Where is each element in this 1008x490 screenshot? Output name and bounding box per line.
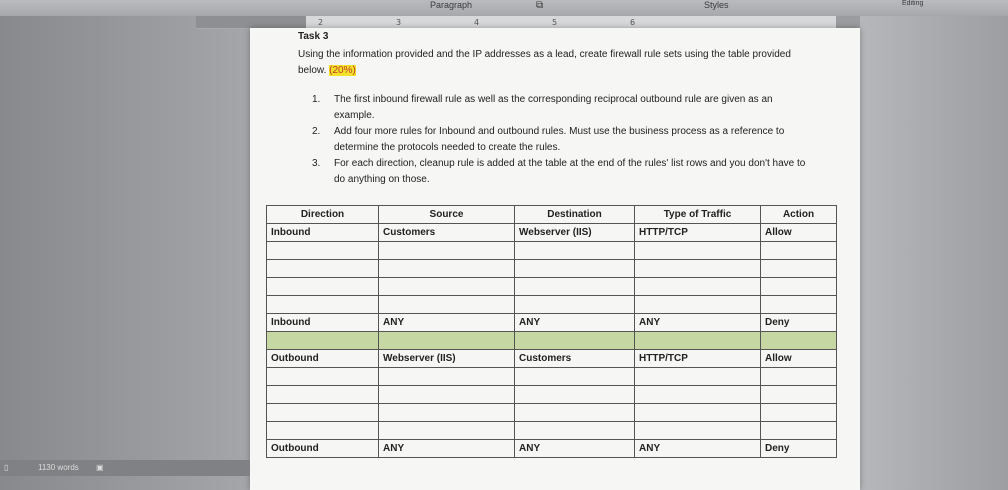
table-cell[interactable]: Deny [761,314,837,332]
list-text: For each direction, cleanup rule is added at the table at the end of the rules' list rows and you don't have to do anything on those. [334,158,806,185]
task-title: Task 3 [298,31,329,42]
table-cell[interactable] [379,242,515,260]
table-cell[interactable]: HTTP/TCP [635,224,761,242]
table-cell[interactable] [267,296,379,314]
table-row[interactable] [267,296,837,314]
table-cell[interactable] [267,404,379,422]
list-text: The first inbound firewall rule as well as the corresponding reciprocal outbound rule are given as an example. [334,94,773,121]
table-row[interactable] [267,260,837,278]
left-workspace [0,16,250,490]
table-cell[interactable] [635,386,761,404]
table-cell[interactable]: Allow [761,224,837,242]
table-cell[interactable] [635,242,761,260]
table-row[interactable] [267,242,837,260]
table-cell[interactable]: Inbound [267,224,379,242]
list-item [312,124,812,156]
paragraph-dialog-launcher-icon[interactable]: ⧉ [536,0,544,11]
table-cell[interactable] [635,368,761,386]
ribbon-bar [0,0,1008,16]
instruction-list [312,92,812,188]
ruler-tick: 6 [630,18,636,27]
table-cell[interactable] [515,386,635,404]
ruler-tick: 5 [552,18,558,27]
table-cell[interactable]: Webserver (IIS) [379,350,515,368]
list-text: Add four more rules for Inbound and outbound rules. Must use the business process as a reference to determine the protocols needed to create the rules. [334,126,785,153]
table-cell[interactable]: ANY [379,314,515,332]
table-cell[interactable] [635,296,761,314]
table-cell[interactable]: Customers [515,350,635,368]
firewall-rules-table[interactable] [266,205,837,458]
table-cell[interactable] [635,260,761,278]
table-cell[interactable]: Deny [761,440,837,458]
table-cell[interactable]: Outbound [267,440,379,458]
table-cell[interactable] [267,278,379,296]
word-count[interactable]: 1130 words [38,463,79,472]
table-row[interactable] [267,350,837,368]
table-row[interactable] [267,422,837,440]
table-cell[interactable] [379,386,515,404]
ruler-tick: 3 [396,18,402,27]
table-cell[interactable] [761,404,837,422]
table-cell[interactable] [515,368,635,386]
header-action: Action [761,206,837,224]
table-cell[interactable] [379,368,515,386]
intro-percent: (20%) [329,65,356,76]
table-cell[interactable] [635,332,761,350]
ruler-tick: 4 [474,18,480,27]
table-cell[interactable]: Outbound [267,350,379,368]
ruler-tick: 2 [318,18,324,27]
table-cell[interactable]: Customers [379,224,515,242]
table-cell[interactable]: ANY [515,314,635,332]
table-cell[interactable] [267,242,379,260]
table-row[interactable] [267,386,837,404]
table-cell[interactable]: ANY [515,440,635,458]
table-cell[interactable] [761,422,837,440]
table-row[interactable] [267,332,837,350]
table-row[interactable] [267,440,837,458]
list-number: 1. [312,94,321,105]
table-cell[interactable] [515,422,635,440]
table-cell[interactable] [761,368,837,386]
table-cell[interactable] [379,332,515,350]
table-row[interactable] [267,314,837,332]
table-cell[interactable] [761,260,837,278]
table-row[interactable] [267,278,837,296]
table-cell[interactable]: ANY [635,314,761,332]
table-cell[interactable] [761,332,837,350]
table-row[interactable] [267,368,837,386]
table-cell[interactable] [761,296,837,314]
table-cell[interactable] [635,422,761,440]
table-cell[interactable] [515,296,635,314]
intro-text: Using the information provided and the IP addresses as a lead, create firewall rule sets using the table provided below. [298,49,791,76]
table-cell[interactable] [379,260,515,278]
table-cell[interactable] [515,278,635,296]
table-cell[interactable] [515,404,635,422]
table-cell[interactable] [267,332,379,350]
table-cell[interactable]: ANY [635,440,761,458]
list-item [312,92,812,124]
table-cell[interactable]: Allow [761,350,837,368]
header-destination: Destination [515,206,635,224]
paragraph-group-label[interactable]: Paragraph [430,0,473,10]
table-row[interactable] [267,404,837,422]
table-cell[interactable] [379,404,515,422]
table-cell[interactable] [379,296,515,314]
header-traffic-type: Type of Traffic [635,206,761,224]
table-header-row [267,206,837,224]
list-number: 3. [312,158,321,169]
table-cell[interactable] [515,242,635,260]
status-bar [0,460,250,476]
table-cell[interactable] [761,242,837,260]
editing-group-label[interactable]: Editing [902,0,924,7]
styles-group-label[interactable]: Styles [704,0,729,10]
table-cell[interactable] [267,368,379,386]
table-cell[interactable]: HTTP/TCP [635,350,761,368]
header-source: Source [379,206,515,224]
ruler-margin [196,16,306,28]
table-cell[interactable] [515,332,635,350]
table-cell[interactable] [267,386,379,404]
list-number: 2. [312,126,321,137]
table-cell[interactable] [379,422,515,440]
header-direction: Direction [267,206,379,224]
table-cell[interactable] [761,386,837,404]
table-cell[interactable] [635,278,761,296]
table-row[interactable] [267,224,837,242]
table-cell[interactable]: Webserver (IIS) [515,224,635,242]
page-indicator-icon[interactable]: ▯ [4,463,9,472]
right-workspace [860,16,1008,490]
table-cell[interactable]: ANY [379,440,515,458]
list-item [312,156,812,188]
table-cell[interactable] [635,404,761,422]
table-cell[interactable] [267,260,379,278]
table-cell[interactable] [267,422,379,440]
table-cell[interactable] [379,278,515,296]
proofing-icon[interactable]: ▣ [96,463,104,472]
table-cell[interactable] [515,260,635,278]
table-cell[interactable]: Inbound [267,314,379,332]
table-cell[interactable] [761,278,837,296]
task-intro [298,47,818,79]
